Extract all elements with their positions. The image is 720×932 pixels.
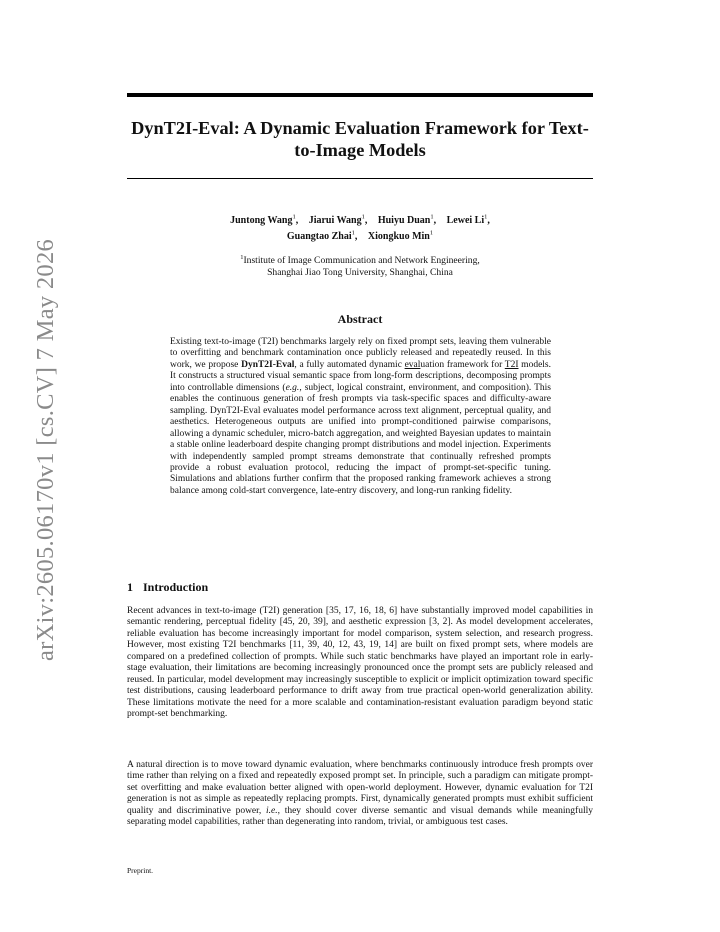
- author: Guangtao Zhai$^1$,: [286, 229, 358, 242]
- author: Juntong Wang$^1$,: [230, 214, 299, 227]
- paper-title: DynT2I-Eval: A Dynamic Evaluation Framework for Text-to-Image Models: [131, 118, 589, 160]
- author: Xiongkuo Min$^1$: [367, 229, 434, 242]
- arxiv-identifier: arXiv:2605.06170v1 [cs.CV] 7 May 2026: [32, 238, 59, 662]
- preprint-footer: Preprint.: [127, 866, 154, 875]
- intro-paragraph: Recent advances in text-to-image (T2I) generation [35, 17, 16, 18, 6] have substantially improved model capabilities in semantic rendering, perceptual fidelity [45, 20, 39], and aesthetic expression [3, 2]. As model development accelerates, reliable evaluation has become increasingly important for model comparison, system selection, and research progress. However, most existing T2I benchmarks [11, 39, 40, 12, 43, 19, 14] are built on fixed prompt sets, where models are compared on a predefined collection of prompts. While such static benchmarks have played an important role in early-stage evaluation, their limitations are becoming increasingly pronounced once the prompt sets are publicly released and reused. In particular, model development may increasingly susceptible to explicit or implicit optimization toward specific test distributions, causing leaderboard performance to drift away from true practical open-world generalization ability. These limitations motivate the need for a more scalable and contamination-resistant evaluation paradigm beyond static prompt-set benchmarking.: [127, 606, 593, 720]
- section-heading-introduction: 1 Introduction: [127, 580, 209, 594]
- author: Huiyu Duan$^1$,: [377, 214, 437, 227]
- author: Jiarui Wang$^1$,: [308, 214, 368, 227]
- title-top-rule: [127, 93, 593, 97]
- intro-paragraph: A natural direction is to move toward dynamic evaluation, where benchmarks continuously introduce fresh prompts over time rather than relying on a fixed and repeatedly exposed prompt set. In principle, such a paradigm can mitigate prompt-set overfitting and make evaluation better aligned with open-world deployment. However, dynamic evaluation for T2I generation is not as simple as repeatedly replacing prompts. First, dynamically generated prompts must exhibit sufficient quality and discriminative power, i.e., they should cover diverse semantic and visual demands while meaningfully separating model capabilities, rather than degenerating into random, trivial, or ambiguous test cases.: [127, 760, 593, 828]
- author: Lewei Li$^1$,: [446, 214, 490, 227]
- author-list: [127, 212, 593, 243]
- abstract-text: Existing text-to-image (T2I) benchmarks largely rely on fixed prompt sets, leaving them vulnerable to overfitting and benchmark contamination once publicly released and repeatedly reused. In this work, we propose DynT2I-Eval, a fully automated dynamic evaluation framework for T2I models. It constructs a structured visual semantic space from long-form descriptions, decomposing prompts into controllable dimensions (e.g., subject, logical constraint, environment, and composition). This enables the continuous generation of fresh prompts via task-specific spaces and difficulty-aware sampling. DynT2I-Eval evaluates model performance across text alignment, perceptual quality, and aesthetics. Heterogeneous outputs are unified into prompt-conditioned pairwise comparisons, allowing a dynamic scheduler, micro-batch aggregation, and weighted Bayesian updates to maintain a stable online leaderboard despite changing prompt distributions and model injection. Experiments with independently sampled prompt streams demonstrate that continually refreshed prompts provide a robust evaluation protocol, reducing the impact of prompt-set-specific tuning. Simulations and ablations further confirm that the proposed ranking framework achieves a strong balance among cold-start convergence, late-entry discovery, and long-run ranking fidelity.: [170, 337, 551, 496]
- abstract-heading: Abstract: [337, 312, 383, 326]
- affiliation: $^1$Institute of Image Communication and Network Engineering, Shanghai Jiao Tong University, Shanghai, China: [240, 254, 480, 278]
- title-bottom-rule: [127, 178, 593, 179]
